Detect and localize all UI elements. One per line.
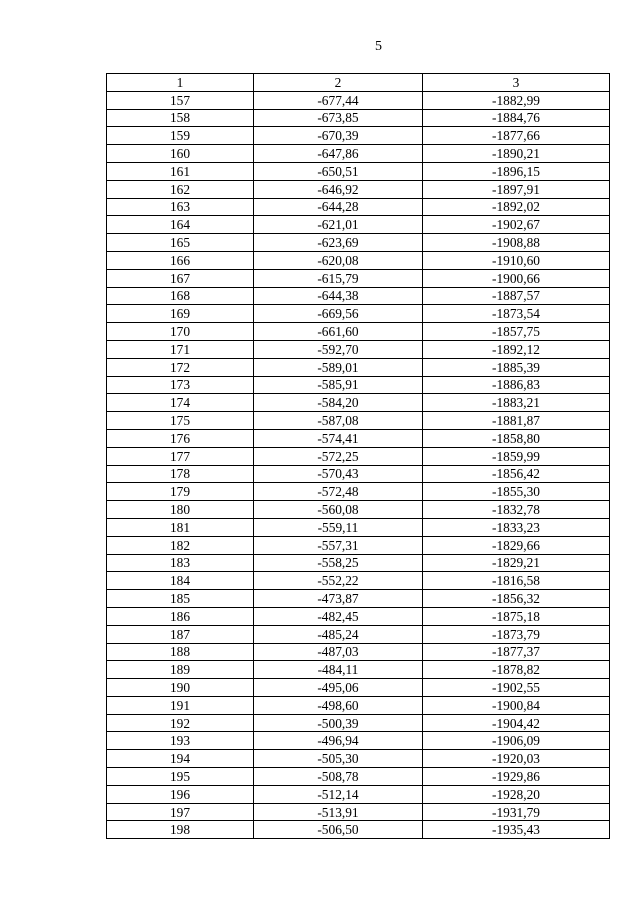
table-cell-col-1: 177	[107, 447, 254, 465]
table-cell-col-3: -1887,57	[423, 287, 610, 305]
table-row	[107, 305, 610, 323]
table-row	[107, 572, 610, 590]
table-cell-col-2: -557,31	[254, 536, 423, 554]
table-cell-col-1: 160	[107, 145, 254, 163]
table-cell-col-2: -574,41	[254, 429, 423, 447]
table-cell-col-2: -587,08	[254, 412, 423, 430]
page-number: 5	[375, 39, 382, 54]
table-cell-col-3: -1857,75	[423, 323, 610, 341]
table-row	[107, 127, 610, 145]
table-cell-col-2: -496,94	[254, 732, 423, 750]
data-table	[106, 73, 610, 839]
table-cell-col-2: -572,48	[254, 483, 423, 501]
table-cell-col-1: 195	[107, 768, 254, 786]
table-row	[107, 340, 610, 358]
table-row	[107, 803, 610, 821]
table-row	[107, 198, 610, 216]
table-cell-col-3: -1896,15	[423, 162, 610, 180]
table-cell-col-3: -1897,91	[423, 180, 610, 198]
table-row	[107, 429, 610, 447]
table-cell-col-1: 190	[107, 679, 254, 697]
table-cell-col-1: 173	[107, 376, 254, 394]
table-row	[107, 162, 610, 180]
table-row	[107, 216, 610, 234]
table-cell-col-2: -512,14	[254, 785, 423, 803]
table-cell-col-1: 179	[107, 483, 254, 501]
table-cell-col-2: -495,06	[254, 679, 423, 697]
table-row	[107, 251, 610, 269]
table-cell-col-2: -644,28	[254, 198, 423, 216]
table-row	[107, 465, 610, 483]
table-cell-col-2: -584,20	[254, 394, 423, 412]
table-cell-col-3: -1902,67	[423, 216, 610, 234]
table-cell-col-1: 157	[107, 91, 254, 109]
table-cell-col-1: 183	[107, 554, 254, 572]
table-cell-col-3: -1892,02	[423, 198, 610, 216]
table-cell-col-1: 175	[107, 412, 254, 430]
table-cell-col-2: -644,38	[254, 287, 423, 305]
table-cell-col-1: 184	[107, 572, 254, 590]
table-cell-col-2: -552,22	[254, 572, 423, 590]
table-cell-col-2: -592,70	[254, 340, 423, 358]
header-cell-1: 1	[107, 74, 254, 92]
table-cell-col-2: -647,86	[254, 145, 423, 163]
table-row	[107, 447, 610, 465]
table-row	[107, 607, 610, 625]
table-row	[107, 91, 610, 109]
table-cell-col-1: 180	[107, 501, 254, 519]
table-cell-col-1: 171	[107, 340, 254, 358]
table-cell-col-1: 161	[107, 162, 254, 180]
table-row	[107, 625, 610, 643]
table-cell-col-3: -1902,55	[423, 679, 610, 697]
table-row	[107, 109, 610, 127]
table-row	[107, 785, 610, 803]
table-cell-col-2: -482,45	[254, 607, 423, 625]
table-cell-col-3: -1856,32	[423, 590, 610, 608]
table-cell-col-2: -615,79	[254, 269, 423, 287]
table-cell-col-2: -646,92	[254, 180, 423, 198]
table-row	[107, 323, 610, 341]
table-row	[107, 358, 610, 376]
table-cell-col-2: -572,25	[254, 447, 423, 465]
table-row	[107, 287, 610, 305]
table-cell-col-3: -1829,66	[423, 536, 610, 554]
table-cell-col-1: 193	[107, 732, 254, 750]
table-cell-col-3: -1935,43	[423, 821, 610, 839]
table-cell-col-2: -620,08	[254, 251, 423, 269]
table-cell-col-2: -559,11	[254, 518, 423, 536]
table-row	[107, 376, 610, 394]
table-cell-col-3: -1829,21	[423, 554, 610, 572]
table-cell-col-3: -1906,09	[423, 732, 610, 750]
table-cell-col-2: -558,25	[254, 554, 423, 572]
table-row	[107, 750, 610, 768]
table-cell-col-3: -1873,54	[423, 305, 610, 323]
table-row	[107, 554, 610, 572]
table-row	[107, 661, 610, 679]
table-cell-col-1: 169	[107, 305, 254, 323]
table-cell-col-1: 187	[107, 625, 254, 643]
table-row	[107, 412, 610, 430]
table-cell-col-1: 198	[107, 821, 254, 839]
table-cell-col-3: -1882,99	[423, 91, 610, 109]
table-cell-col-2: -498,60	[254, 696, 423, 714]
table-cell-col-3: -1904,42	[423, 714, 610, 732]
table-cell-col-2: -485,24	[254, 625, 423, 643]
table-cell-col-1: 159	[107, 127, 254, 145]
table-cell-col-3: -1856,42	[423, 465, 610, 483]
table-cell-col-3: -1900,66	[423, 269, 610, 287]
table-row	[107, 536, 610, 554]
table-header	[107, 74, 610, 92]
table-row	[107, 768, 610, 786]
table-row	[107, 696, 610, 714]
table-cell-col-1: 163	[107, 198, 254, 216]
table-row	[107, 483, 610, 501]
table-cell-col-2: -621,01	[254, 216, 423, 234]
table-cell-col-3: -1890,21	[423, 145, 610, 163]
table-cell-col-1: 178	[107, 465, 254, 483]
table-cell-col-2: -650,51	[254, 162, 423, 180]
table-cell-col-1: 181	[107, 518, 254, 536]
table-cell-col-1: 186	[107, 607, 254, 625]
table-cell-col-2: -669,56	[254, 305, 423, 323]
table-cell-col-2: -673,85	[254, 109, 423, 127]
table-cell-col-1: 167	[107, 269, 254, 287]
table-cell-col-1: 168	[107, 287, 254, 305]
table-row	[107, 394, 610, 412]
table-cell-col-1: 164	[107, 216, 254, 234]
table-cell-col-1: 191	[107, 696, 254, 714]
table-cell-col-1: 166	[107, 251, 254, 269]
table-cell-col-1: 197	[107, 803, 254, 821]
table-cell-col-2: -670,39	[254, 127, 423, 145]
table-cell-col-1: 162	[107, 180, 254, 198]
table-cell-col-1: 165	[107, 234, 254, 252]
table-row	[107, 679, 610, 697]
table-cell-col-3: -1885,39	[423, 358, 610, 376]
table-cell-col-1: 170	[107, 323, 254, 341]
table-cell-col-3: -1858,80	[423, 429, 610, 447]
table-cell-col-3: -1931,79	[423, 803, 610, 821]
table-cell-col-3: -1859,99	[423, 447, 610, 465]
table-cell-col-2: -473,87	[254, 590, 423, 608]
table-cell-col-1: 182	[107, 536, 254, 554]
table-cell-col-1: 185	[107, 590, 254, 608]
table-cell-col-2: -487,03	[254, 643, 423, 661]
table-cell-col-3: -1883,21	[423, 394, 610, 412]
table-cell-col-3: -1881,87	[423, 412, 610, 430]
table-cell-col-3: -1877,37	[423, 643, 610, 661]
table-cell-col-1: 194	[107, 750, 254, 768]
table-cell-col-1: 158	[107, 109, 254, 127]
table-cell-col-3: -1877,66	[423, 127, 610, 145]
table-cell-col-3: -1833,23	[423, 518, 610, 536]
table-cell-col-2: -484,11	[254, 661, 423, 679]
table-cell-col-3: -1928,20	[423, 785, 610, 803]
table-row	[107, 732, 610, 750]
table-cell-col-2: -505,30	[254, 750, 423, 768]
table-row	[107, 269, 610, 287]
table-cell-col-1: 189	[107, 661, 254, 679]
table-cell-col-3: -1832,78	[423, 501, 610, 519]
table-cell-col-2: -560,08	[254, 501, 423, 519]
table-row	[107, 234, 610, 252]
table-cell-col-3: -1929,86	[423, 768, 610, 786]
table-cell-col-3: -1910,60	[423, 251, 610, 269]
table-cell-col-3: -1855,30	[423, 483, 610, 501]
table-cell-col-3: -1878,82	[423, 661, 610, 679]
table-cell-col-3: -1892,12	[423, 340, 610, 358]
table-row	[107, 590, 610, 608]
table-cell-col-1: 172	[107, 358, 254, 376]
table-cell-col-1: 192	[107, 714, 254, 732]
table-cell-col-2: -570,43	[254, 465, 423, 483]
table-cell-col-2: -585,91	[254, 376, 423, 394]
table-row	[107, 518, 610, 536]
table-cell-col-1: 188	[107, 643, 254, 661]
table-cell-col-1: 196	[107, 785, 254, 803]
header-cell-2: 2	[254, 74, 423, 92]
table-cell-col-2: -589,01	[254, 358, 423, 376]
table-row	[107, 714, 610, 732]
table-cell-col-3: -1884,76	[423, 109, 610, 127]
table-row	[107, 643, 610, 661]
table-row	[107, 501, 610, 519]
table-cell-col-3: -1908,88	[423, 234, 610, 252]
table-cell-col-2: -661,60	[254, 323, 423, 341]
table-body	[107, 91, 610, 838]
table-cell-col-3: -1886,83	[423, 376, 610, 394]
table-row	[107, 821, 610, 839]
table-cell-col-3: -1900,84	[423, 696, 610, 714]
table-row	[107, 180, 610, 198]
table-cell-col-2: -508,78	[254, 768, 423, 786]
table-cell-col-3: -1920,03	[423, 750, 610, 768]
table-cell-col-2: -500,39	[254, 714, 423, 732]
table-cell-col-2: -677,44	[254, 91, 423, 109]
table-cell-col-2: -513,91	[254, 803, 423, 821]
table-row	[107, 145, 610, 163]
header-cell-3: 3	[423, 74, 610, 92]
table-cell-col-2: -623,69	[254, 234, 423, 252]
table-cell-col-3: -1875,18	[423, 607, 610, 625]
header-row	[107, 74, 610, 92]
table-cell-col-1: 174	[107, 394, 254, 412]
table-cell-col-1: 176	[107, 429, 254, 447]
table-cell-col-2: -506,50	[254, 821, 423, 839]
table-cell-col-3: -1816,58	[423, 572, 610, 590]
table-cell-col-3: -1873,79	[423, 625, 610, 643]
